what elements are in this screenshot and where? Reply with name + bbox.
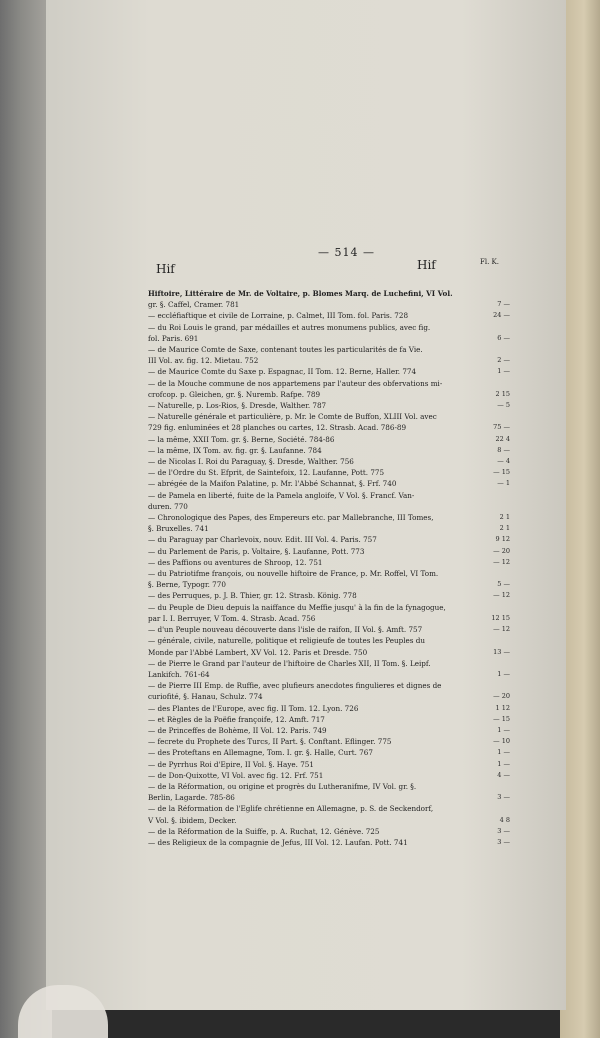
entry-text: curiofité, §. Hanau, Schulz. 774 [148,692,263,702]
entry-text: — de la Mouche commune de nos appartemens par l'auteur des obfervations mi- [148,378,443,388]
entry-text: gr. §. Caffel, Cramer. 781 [148,300,240,310]
catalog-entry [148,456,510,467]
entry-text: — d'un Peuple nouveau découverte dans l'isle de raifon, II Vol. §. Amft. 757 [148,625,423,635]
catalog-entry [148,602,510,613]
catalog-entry [148,568,510,579]
entry-price: — 4 [497,457,510,466]
entry-price: — 12 [493,557,510,566]
entry-price: 3 — [497,826,510,835]
catalog-entry [148,299,510,310]
catalog-entry [148,658,510,669]
catalog-entry [148,579,510,590]
entry-price: 24 — [493,311,510,320]
catalog-entry [148,400,510,411]
entry-text: — fecrete du Prophete des Turcs, II Part. §. Conftant. Eflinger. 775 [148,737,392,747]
catalog-entry [148,736,510,747]
entry-text: — Naturelle, p. Los-Rios, §. Dresde, Walther. 787 [148,401,327,411]
catalog-entry [148,826,510,837]
book-edge-right [560,0,600,1038]
entry-text: — de Princeffes de Bohème, II Vol. 12. Paris. 749 [148,725,327,735]
entry-text: — de Pyrrhus Roi d'Epire, II Vol. §. Haye. 751 [148,759,314,769]
catalog-entry [148,344,510,355]
entry-price: 9 12 [495,535,510,544]
entry-text: fol. Paris. 691 [148,333,199,343]
entry-text: — du Patriotifme françois, ou nouvelle hiftoire de France, p. Mr. Roffel, VI Tom. [148,569,439,579]
entry-text: Monde par l'Abbé Lambert, XV Vol. 12. Paris et Dresde. 750 [148,647,368,657]
entry-price: 1 — [497,367,510,376]
catalog-entry [148,389,510,400]
catalog-entry [148,837,510,848]
catalog-entry [148,691,510,702]
entry-text: — de Maurice Comte du Saxe p. Espagnac, II Tom. 12. Berne, Haller. 774 [148,367,417,377]
catalog-entry [148,815,510,826]
catalog-entry [148,445,510,456]
entry-text: — des Paffions ou aventures de Shroop, 12. 751 [148,557,323,567]
entry-text: Hiftoire, Littéraire de Mr. de Voltaire, p. Blomes Marq. de Luchefini, VI Vol. [148,289,453,298]
entry-text: — la même, XXII Tom. gr. §. Berne, Société. 784-86 [148,434,335,444]
entry-text: — de Pierre le Grand par l'auteur de l'hiftoire de Charles XII, II Tom. §. Leipf. [148,658,431,668]
catalog-entry [148,770,510,781]
entry-price: 1 — [497,748,510,757]
entry-price: — 20 [493,546,510,555]
entry-text: — générale, civile, naturelle, politique et religieufe de toutes les Peuples du [148,636,425,646]
catalog-entry [148,803,510,814]
catalog-entry [148,590,510,601]
entry-text: — de Don-Quixotte, VI Vol. avec fig. 12. Frf. 751 [148,770,324,780]
catalog-entry [148,366,510,377]
entry-text: 729 fig. enluminées et 28 planches ou cartes, 12. Strasb. Acad. 786-89 [148,423,407,433]
entry-price: — 15 [493,714,510,723]
catalog-entry [148,322,510,333]
catalog-entry [148,792,510,803]
catalog-entry [148,635,510,646]
entry-price: 3 — [497,793,510,802]
catalog-entry [148,490,510,501]
catalog-entry [148,546,510,557]
catalog-entry [148,557,510,568]
entry-price: — 15 [493,468,510,477]
entry-text: — abrégée de la Maifon Palatine, p. Mr. l'Abbé Schannat, §. Frf. 740 [148,479,397,489]
entry-price: 8 — [497,445,510,454]
entry-price: 4 8 [499,815,510,824]
entry-text: §. Bruxelles. 741 [148,524,209,534]
entry-price: 1 — [497,725,510,734]
entry-text: — Chronologique des Papes, des Empereurs etc. par Mallebranche, III Tomes, [148,513,434,523]
entry-text: crofcop. p. Gleichen, gr. §. Nuremb. Rafpe. 789 [148,389,321,399]
entry-price: 6 — [497,333,510,342]
catalog-entry [148,355,510,366]
entry-text: — de l'Ordre du St. Efprit, de Saintefoix, 12. Laufanne, Pott. 775 [148,468,385,478]
catalog-entry [148,478,510,489]
entry-text: — de la Réformation, ou origine et progrès du Lutheranifme, IV Vol. gr. §. [148,781,417,791]
page-number: — 514 — [318,246,375,259]
entry-price: — 12 [493,591,510,600]
catalog-entry [148,434,510,445]
entry-text: — de Pierre III Emp. de Ruffie, avec plufieurs anecdotes fingulieres et dignes de [148,681,442,691]
catalog-entry [148,613,510,624]
catalog-entry [148,467,510,478]
entry-text: duren. 770 [148,501,188,511]
right-running-title: Hif [417,258,436,272]
entry-text: — et Règles de la Poëfie françoife, 12. Amft. 717 [148,714,325,724]
page-header [140,246,520,276]
entry-text: — des Religieux de la compagnie de Jefus, III Vol. 12. Laufan. Pott. 741 [148,837,408,847]
catalog-entry [148,647,510,658]
entry-text: — de Maurice Comte de Saxe, contenant toutes les particularités de fa Vie. [148,345,423,355]
entry-price: 2 1 [499,524,510,533]
entry-text: §. Berne, Typogr. 770 [148,580,226,590]
entry-price: — 5 [497,401,510,410]
entry-price: 13 — [493,647,510,656]
entry-text: — de la Réformation de la Suiffe, p. A. Ruchat, 12. Génève. 725 [148,826,380,836]
entry-text: — la même, IX Tom. av. fig. gr. §. Laufanne. 784 [148,445,322,455]
entry-text: — du Parlement de Paris, p. Voltaire, §. Laufanne, Pott. 773 [148,546,365,556]
catalog-entry [148,310,510,321]
entry-text: — des Proteftans en Allemagne, Tom. I. gr. §. Halle, Curt. 767 [148,748,373,758]
entry-price: 2 15 [495,389,510,398]
entry-price: — 20 [493,692,510,701]
entry-price: 12 15 [491,613,510,622]
catalog-entry [148,747,510,758]
catalog-entry [148,624,510,635]
entry-price: 3 — [497,837,510,846]
entry-price: — 10 [493,737,510,746]
catalog-entry [148,725,510,736]
entry-text: — eccléfiaftique et civile de Lorraine, p. Calmet, III Tom. fol. Paris. 728 [148,311,409,321]
entry-text: par I. I. Berruyer, V Tom. 4. Strasb. Acad. 756 [148,613,316,623]
entry-price: 75 — [493,423,510,432]
entry-price: 4 — [497,770,510,779]
entry-price: 2 — [497,356,510,365]
price-column-label: Fl. K. [480,258,500,266]
catalog-entry [148,288,510,299]
catalog-entry [148,422,510,433]
entry-price: 1 — [497,759,510,768]
catalog-entry [148,512,510,523]
catalog-entries [148,288,510,848]
entry-text: — du Peuple de Dieu depuis la naiffance du Meffie jusqu' à la fin de la fynagogue, [148,602,446,612]
entry-text: III Vol. av. fig. 12. Mietau. 752 [148,356,259,366]
book-edge-left [0,0,52,1038]
entry-price: 2 1 [499,513,510,522]
entry-price: 1 12 [495,703,510,712]
catalog-entry [148,523,510,534]
catalog-entry [148,501,510,512]
catalog-entry [148,781,510,792]
entry-price: 7 — [497,300,510,309]
entry-text: — Naturelle générale et particulière, p. Mr. le Comte de Buffon, XLIII Vol. avec [148,412,437,422]
catalog-entry [148,680,510,691]
catalog-entry [148,703,510,714]
entry-text: Berlin, Lagarde. 785-86 [148,793,235,803]
entry-text: — des Perruques, p. J. B. Thier, gr. 12. Strasb. König. 778 [148,591,357,601]
entry-text: — du Paraguay par Charlevoix, nouv. Edit. III Vol. 4. Paris. 757 [148,535,377,545]
catalog-entry [148,714,510,725]
entry-text: — de Nicolas I. Roi du Paraguay, §. Dresde, Walther. 756 [148,457,354,467]
entry-price: 22 4 [495,434,510,443]
entry-text: Lankifch. 761-64 [148,669,210,679]
entry-price: 1 — [497,669,510,678]
catalog-entry [148,534,510,545]
entry-price: — 12 [493,625,510,634]
entry-text: V Vol. §. ibidem, Decker. [148,815,237,825]
entry-price: 5 — [497,580,510,589]
catalog-entry [148,669,510,680]
left-running-title: Hif [156,262,175,276]
entry-text: — des Plantes de l'Europe, avec fig. II Tom. 12. Lyon. 726 [148,703,359,713]
catalog-entry [148,759,510,770]
catalog-entry [148,378,510,389]
catalog-entry [148,411,510,422]
entry-text: — de Pamela en liberté, fuite de la Pamela angloife, V Vol. §. Francf. Van- [148,490,415,500]
entry-text: — du Roi Louis le grand, par médailles et autres monumens publics, avec fig. [148,322,431,332]
entry-price: — 1 [497,479,510,488]
catalog-entry [148,333,510,344]
entry-text: — de la Réformation de l'Eglife chrétienne en Allemagne, p. S. de Seckendorf, [148,804,434,814]
